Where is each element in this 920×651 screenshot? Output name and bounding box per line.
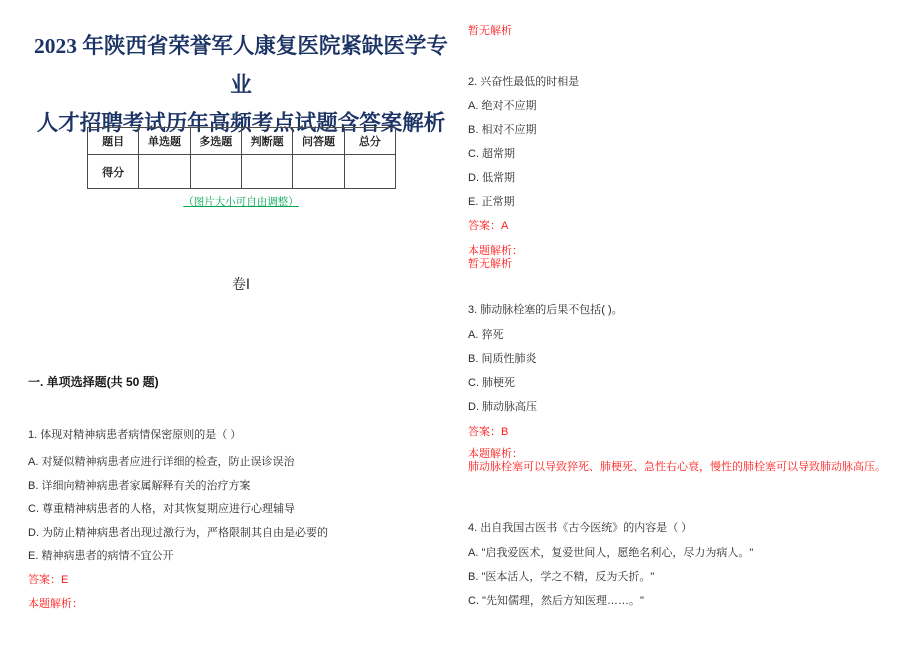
score-col-header-wenda: 问答题: [293, 128, 344, 155]
q2-analysis-label: 本题解析：: [468, 245, 523, 257]
score-col-header-panduan: 判断题: [241, 128, 292, 155]
q3-option-b: B. 间质性肺炎: [468, 353, 537, 365]
q1-option-c: C. 尊重精神病患者的人格，对其恢复期应进行心理辅导: [28, 503, 296, 515]
section-heading: 一. 单项选择题(共 50 题): [28, 375, 159, 389]
q3-option-d: D. 肺动脉高压: [468, 401, 538, 413]
q4-option-a: A. "启我爱医术，复爱世间人，愿绝名利心，尽力为病人。": [468, 547, 754, 559]
score-col-header-zongfen: 总分: [344, 128, 395, 155]
volume-label: 卷Ⅰ: [231, 276, 251, 292]
score-cell-empty: [241, 155, 292, 189]
q2-option-e: E. 正常期: [468, 196, 515, 208]
score-cell-empty: [190, 155, 241, 189]
q3-option-a: A. 猝死: [468, 329, 504, 341]
q3-analysis-block: [468, 448, 886, 474]
q2-analysis-text: 暂无解析: [468, 258, 512, 270]
q3-option-c: C. 肺梗死: [468, 377, 516, 389]
score-cell-empty: [344, 155, 395, 189]
q1-stem: 1. 体现对精神病患者病情保密原则的是（ ）: [28, 429, 242, 441]
q1-analysis-label: 本题解析：: [28, 598, 83, 610]
q3-answer: 答案：B: [468, 426, 509, 438]
score-table-header-row: [88, 128, 396, 155]
q1-option-d: D. 为防止精神病患者出现过激行为，严格限制其自由是必要的: [28, 527, 329, 539]
q3-analysis-label: 本题解析：: [468, 448, 523, 460]
q2-stem: 2. 兴奋性最低的时相是: [468, 76, 580, 88]
q3-analysis-text: 肺动脉栓塞可以导致猝死、肺梗死、急性右心衰，慢性的肺栓塞可以导致肺动脉高压。: [468, 461, 886, 473]
q3-stem: 3. 肺动脉栓塞的后果不包括( )。: [468, 304, 623, 316]
score-col-header-duoxuan: 多选题: [190, 128, 241, 155]
document-title: [28, 27, 454, 143]
q1-option-e: E. 精神病患者的病情不宜公开: [28, 550, 174, 562]
score-table-value-row: [88, 155, 396, 189]
q1-option-a: A. 对疑似精神病患者应进行详细的检查，防止误诊误治: [28, 456, 295, 468]
q1-option-b: B. 详细向精神病患者家属解释有关的治疗方案: [28, 480, 251, 492]
q4-stem: 4. 出自我国古医书《古今医统》的内容是（ ）: [468, 522, 693, 534]
q1-answer: 答案：E: [28, 574, 69, 586]
q2-option-b: B. 相对不应期: [468, 124, 537, 136]
q2-option-c: C. 超常期: [468, 148, 516, 160]
image-resize-note: （图片大小可自由调整）: [183, 196, 299, 208]
document-title-line2: 人才招聘考试历年高频考点试题含答案解析: [36, 111, 446, 135]
document-title-line1: 2023 年陕西省荣誉军人康复医院紧缺医学专业: [34, 34, 448, 97]
score-cell-empty: [293, 155, 344, 189]
score-col-header-timu: 题目: [88, 128, 139, 155]
q2-option-d: D. 低常期: [468, 172, 516, 184]
score-col-header-danxuan: 单选题: [139, 128, 190, 155]
q2-option-a: A. 绝对不应期: [468, 100, 537, 112]
q2-analysis-block: [468, 245, 523, 271]
q4-option-c: C. "先知儒理，然后方知医理……。": [468, 595, 644, 607]
q4-option-b: B. "医本活人，学之不精，反为夭折。": [468, 571, 655, 583]
score-row-label: 得分: [88, 155, 139, 189]
q2-answer: 答案：A: [468, 220, 509, 232]
score-table: [87, 127, 396, 189]
q1-analysis-text: 暂无解析: [468, 25, 512, 37]
score-cell-empty: [139, 155, 190, 189]
